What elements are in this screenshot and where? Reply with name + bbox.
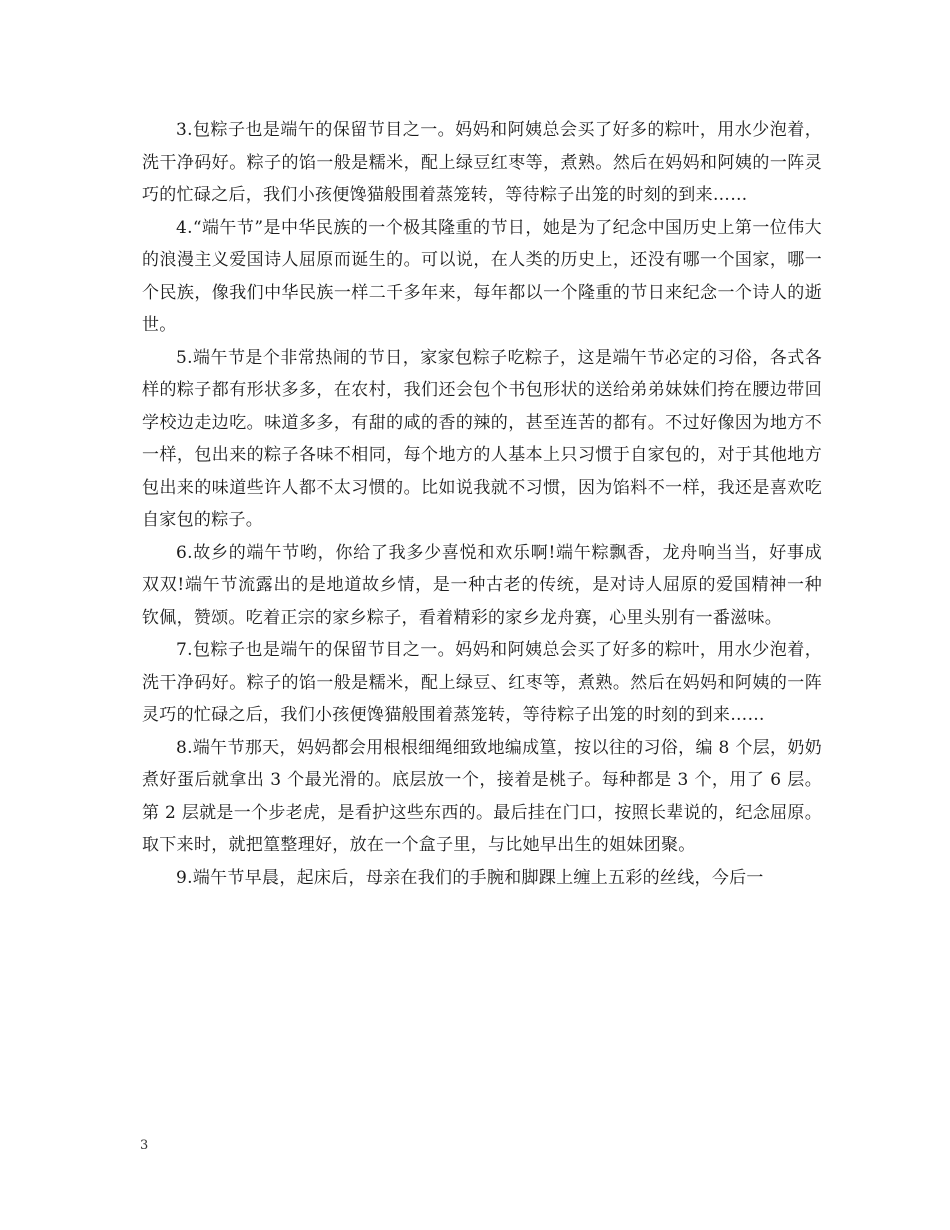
- paragraph-5: 5.端午节是个非常热闹的节日，家家包粽子吃粽子，这是端午节必定的习俗，各式各样的粽子都有形状多多，在农村，我们还会包个书包形状的送给弟弟妹妹们挎在腰边带回学校边走边吃。味道多多，有甜的咸的香的辣的，甚至连苦的都有。不过好像因为地方不一样，包出来的粽子各味不相同，每个地方的人基本上只习惯于自家包的，对于其他地方包出来的味道些许人都不太习惯的。比如说我就不习惯，因为馅料不一样，我还是喜欢吃自家包的粽子。: [142, 347, 822, 530]
- paragraph-8: 8.端午节那天，妈妈都会用根根细绳细致地编成篁，按以往的习俗，编 8 个层，奶奶煮好蛋后就拿出 3 个最光滑的。底层放一个，接着是桃子。每种都是 3 个，用了 6 层。第 2 层就是一个步老虎，是看护这些东西的。最后挂在门口，按照长辈说的，纪念屈原。取下来时，就把篁整理好，放在一个盒子里，与比她早出生的姐妹团聚。: [142, 737, 822, 855]
- paragraph-6: 6.故乡的端午节哟，你给了我多少喜悦和欢乐啊!端午粽飘香，龙舟响当当，好事成双双!端午节流露出的是地道故乡情，是一种古老的传统，是对诗人屈原的爱国精神一种钦佩，赞颂。吃着正宗的家乡粽子，看着精彩的家乡龙舟赛，心里头别有一番滋味。: [142, 542, 822, 628]
- paragraph-3: 3.包粽子也是端午的保留节目之一。妈妈和阿姨总会买了好多的粽叶，用水少泡着，洗干净码好。粽子的馅一般是糯米，配上绿豆红枣等，煮熟。然后在妈妈和阿姨的一阵灵巧的忙碌之后，我们小孩便馋猫般围着蒸笼转，等待粽子出笼的时刻的到来……: [142, 120, 822, 205]
- paragraph-9: 9.端午节早晨，起床后，母亲在我们的手腕和脚踝上缠上五彩的丝线，今后一: [176, 867, 764, 888]
- paragraph-7: 7.包粽子也是端午的保留节目之一。妈妈和阿姨总会买了好多的粽叶，用水少泡着，洗干净码好。粽子的馅一般是糯米，配上绿豆、红枣等，煮熟。然后在妈妈和阿姨的一阵灵巧的忙碌之后，我们小孩便馋猫般围着蒸笼转，等待粽子出笼的时刻的到来……: [142, 640, 822, 725]
- paragraph-4: 4.“端午节”是中华民族的一个极其隆重的节日，她是为了纪念中国历史上第一位伟大的浪漫主义爱国诗人屈原而诞生的。可以说，在人类的历史上，还没有哪一个国家，哪一个民族，像我们中华民族一样二千多年来，每年都以一个隆重的节日来纪念一个诗人的逝世。: [142, 217, 822, 335]
- page-number: 3: [140, 1138, 149, 1153]
- document-body: [142, 114, 822, 894]
